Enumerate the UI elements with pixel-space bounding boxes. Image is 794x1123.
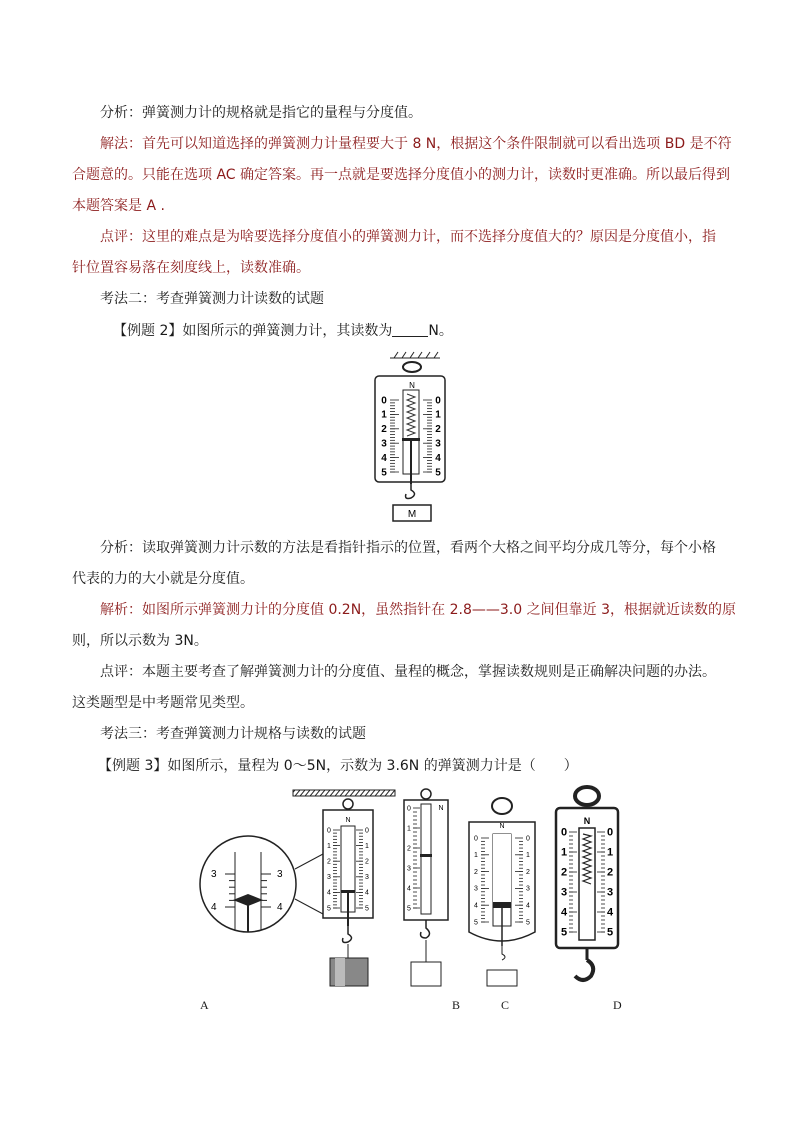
comment-2-line-2: 这类题型是中考题常见类型。: [72, 695, 254, 711]
option-a-meter: [293, 790, 395, 986]
solution-2-line-2: 则，所以示数为 3N。: [72, 633, 208, 649]
scale-label: 0: [381, 395, 387, 407]
scale-label: 1: [526, 852, 530, 860]
zoom-label-4-right: 4: [277, 902, 283, 913]
scale-label: 0: [327, 827, 331, 835]
scale-label: 4: [407, 885, 411, 893]
scale-label: 5: [407, 905, 411, 913]
scale-label: 2: [560, 866, 568, 879]
example-2-prefix: 【例题 2】如图所示的弹簧测力计，其读数为: [113, 323, 393, 339]
analysis-2-line-2: 代表的力的大小就是分度值。: [72, 571, 254, 587]
example-3-figure: [195, 784, 655, 994]
scale-label: 1: [365, 842, 369, 850]
scale-label: 5: [327, 905, 331, 913]
option-a-label: A: [200, 998, 209, 1012]
scale-label: 3: [381, 438, 387, 450]
meter-a-unit: N: [345, 817, 351, 824]
ceiling-hatch: [390, 352, 440, 358]
option-c-label: C: [501, 998, 510, 1012]
scale-label: 3: [526, 885, 530, 893]
scale-label: 4: [606, 906, 614, 919]
scale-label: 2: [327, 858, 331, 866]
option-b-meter: [404, 789, 448, 986]
scale-label: 2: [606, 866, 614, 879]
comment-1-line-2: 针位置容易落在刻度线上，读数准确。: [72, 260, 310, 276]
scale-label: 5: [606, 926, 614, 939]
analysis-1: 分析：弹簧测力计的规格就是指它的量程与分度值。: [100, 105, 422, 121]
scale-label: 2: [365, 858, 369, 866]
option-d-label: D: [613, 998, 622, 1012]
scale-label: 5: [365, 905, 369, 913]
scale-label: 1: [327, 842, 331, 850]
solution-1-line-1: 解法：首先可以知道选择的弹簧测力计量程要大于 8 N，根据这个条件限制就可以看出选项 BD 是不符: [100, 136, 732, 152]
pointer: [402, 438, 420, 441]
scale-label: 0: [435, 395, 441, 407]
solution-2-line-1: 解析：如图所示弹簧测力计的分度值 0.2N，虽然指针在 2.8——3.0 之间但靠近 3，根据就近读数的原: [100, 602, 736, 618]
weight-m-label: M: [407, 509, 417, 520]
option-d-meter: [556, 787, 618, 980]
meter-b-unit: N: [438, 805, 444, 812]
scale-label: 0: [526, 835, 530, 843]
scale-label: 4: [435, 452, 441, 464]
scale-label: 1: [606, 846, 614, 859]
meter-c-unit: N: [499, 823, 505, 830]
scale-label: 0: [365, 827, 369, 835]
scale-label: 3: [407, 865, 411, 873]
scale-label: 1: [381, 409, 387, 421]
zoom-label-3-left: 3: [211, 869, 217, 880]
scale-label: 0: [606, 826, 614, 839]
solution-1-line-2: 合题意的。只能在选项 AC 确定答案。再一点就是要选择分度值小的测力计，读数时更准确。所以最后得到: [72, 167, 731, 183]
zoom-label-3-right: 3: [277, 869, 283, 880]
scale-label: 5: [435, 467, 441, 479]
option-b-label: B: [452, 998, 461, 1012]
scale-label: 5: [474, 919, 478, 927]
comment-2-line-1: 点评：本题主要考查了解弹簧测力计的分度值、量程的概念，掌握读数规则是正确解决问题的办法。: [100, 664, 716, 680]
scale-label: 3: [474, 885, 478, 893]
scale-label: 4: [381, 452, 387, 464]
scale-label: 5: [560, 926, 568, 939]
scale-label: 1: [407, 825, 411, 833]
unit-label: N: [409, 381, 415, 390]
hook: [406, 482, 415, 499]
meter-d-unit: N: [583, 816, 591, 826]
scale-label: 4: [474, 902, 478, 910]
scale-label: 4: [327, 889, 331, 897]
solution-1-line-3: 本题答案是 A .: [72, 198, 165, 214]
example-2-suffix: N。: [428, 323, 453, 339]
scale-label: 5: [381, 467, 387, 479]
method-2-title: 考法二：考查弹簧测力计读数的试题: [100, 291, 324, 307]
scale-label: 4: [365, 889, 369, 897]
option-c-meter: [469, 798, 535, 986]
top-ring: [403, 362, 421, 372]
example-2-question: [113, 322, 765, 340]
analysis-2-line-1: 分析：读取弹簧测力计示数的方法是看指针指示的位置，看两个大格之间平均分成几等分，每个小格: [100, 540, 716, 556]
scale-label: 2: [407, 845, 411, 853]
scale-label: 3: [560, 886, 568, 899]
scale-label: 3: [606, 886, 614, 899]
scale-label: 0: [560, 826, 568, 839]
scale-label: 1: [435, 409, 441, 421]
example-3-question: 【例题 3】如图所示，量程为 0～5N，示数为 3.6N 的弹簧测力计是（ ）: [98, 758, 578, 774]
scale-label: 2: [474, 868, 478, 876]
scale-label: 5: [526, 919, 530, 927]
scale-label: 4: [526, 902, 530, 910]
method-3-title: 考法三：考查弹簧测力计规格与读数的试题: [100, 726, 366, 742]
option-a-zoom: [200, 836, 323, 932]
scale-label: 3: [327, 874, 331, 882]
scale-label: 3: [365, 874, 369, 882]
comment-1-line-1: 点评：这里的难点是为啥要选择分度值小的弹簧测力计，而不选择分度值大的？原因是分度值小，指: [100, 229, 716, 245]
answer-blank: [392, 322, 428, 337]
scale-label: 0: [407, 805, 411, 813]
scale-label: 1: [474, 852, 478, 860]
scale-label: 2: [435, 424, 441, 436]
scale-label: 2: [381, 424, 387, 436]
scale-label: 4: [560, 906, 568, 919]
scale-label: 0: [474, 835, 478, 843]
scale-label: 2: [526, 868, 530, 876]
scale-label: 3: [435, 438, 441, 450]
zoom-label-4-left: 4: [211, 902, 217, 913]
scale-label: 1: [560, 846, 568, 859]
example-2-figure: [366, 348, 456, 524]
